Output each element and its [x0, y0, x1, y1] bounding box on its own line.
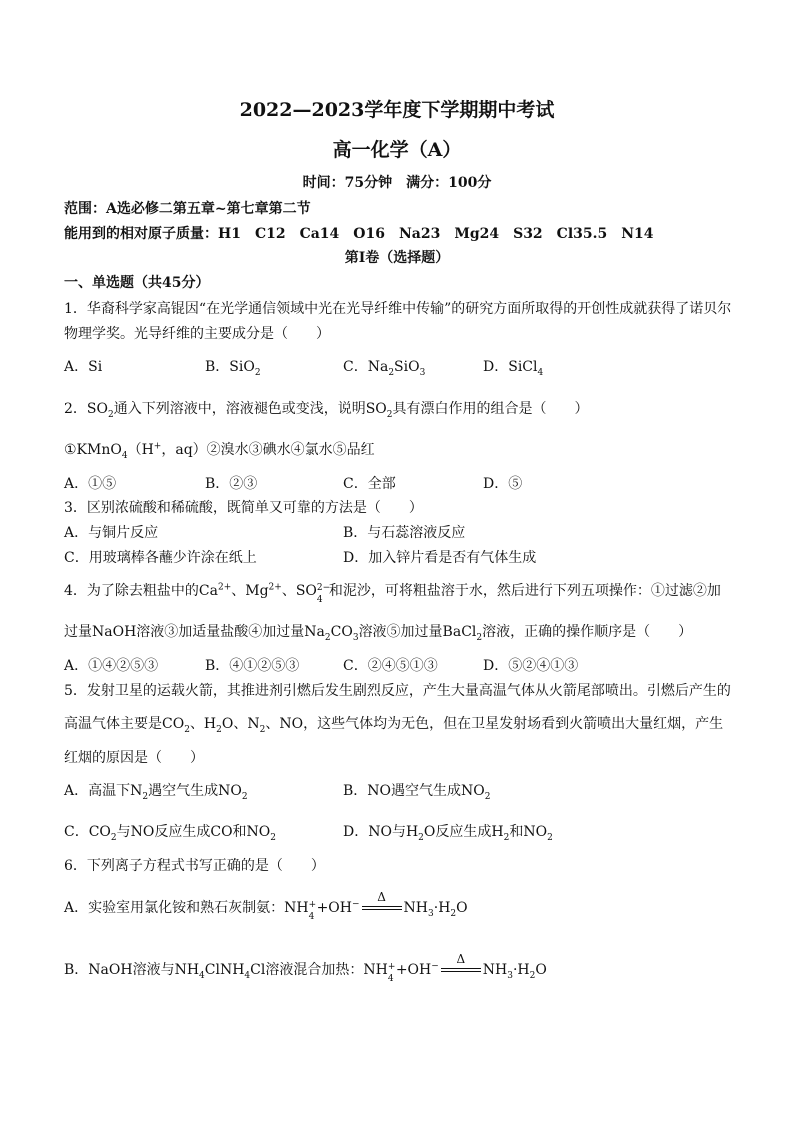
q6-stem: 6．下列离子方程式书写正确的是（ ） — [64, 858, 325, 874]
q4-option-d: D．⑤②④①③ — [483, 658, 579, 674]
q5-option-b: B．NO遇空气生成$NO_2$ — [343, 783, 491, 802]
q3-stem: 3．区别浓硫酸和稀硫酸，既简单又可靠的方法是（ ） — [64, 500, 423, 516]
q6-option-b: B．NaOH溶液与$NH_4ClNH_4Cl$溶液混合加热：NH + 4 +OH− Δ $NH_3\cdot H_2O$ — [64, 952, 547, 984]
q1-stem-line1: 1．华裔科学家高锟因“在光学通信领域中光在光导纤维中传输”的研究方面所取得的开创性成就获得了诺贝尔 — [64, 301, 732, 317]
q1-option-a: A．Si — [64, 359, 103, 375]
q5-option-a: A．高温下$N_2$遇空气生成$NO_2$ — [64, 783, 248, 802]
q2-option-c: C．全部 — [343, 476, 396, 492]
q5-stem-line2: 高温气体主要是$CO_2$、$H_2O$、$N_2$、NO，这些气体均为无色，但在卫星发射场看到火箭喷出大量红烟，产生 — [64, 716, 724, 735]
heating-arrow-b: Δ — [441, 964, 481, 976]
q3-option-c: C．用玻璃棒各蘸少许涂在纸上 — [64, 550, 257, 566]
q1-option-c: C．$Na_2SiO_3$ — [343, 359, 426, 378]
section-heading: 一、单选题（共45分） — [64, 275, 210, 291]
q4-stem-line2: 过量NaOH溶液③加适量盐酸④加过量$Na_2CO_3$溶液⑤加过量BaCl$_2$溶液，正确的操作顺序是（ ） — [64, 624, 693, 643]
q4-option-c: C．②④⑤①③ — [343, 658, 438, 674]
scope-line: 范围：A选必修二第五章~第七章第二节 — [64, 201, 311, 217]
q1-option-b: B．SiO$_2$ — [205, 359, 261, 378]
q3-option-b: B．与石蕊溶液反应 — [343, 525, 466, 541]
volume-title: 第Ⅰ卷（选择题） — [344, 250, 450, 266]
q2-option-d: D．⑤ — [483, 476, 523, 492]
q2-option-a: A．①⑤ — [64, 476, 117, 492]
q2-list: ①KMnO$_4$（H+，aq）②溴水③碘水④氯水⑤品红 — [64, 441, 375, 461]
q1-option-d: D．SiCl$_4$ — [483, 359, 544, 378]
q4-option-b: B．④①②⑤③ — [205, 658, 300, 674]
q5-stem-line3: 红烟的原因是（ ） — [64, 750, 204, 766]
q5-stem-line1: 5．发射卫星的运载火箭，其推进剂引燃后发生剧烈反应，产生大量高温气体从火箭尾部喷出。引燃后产生的 — [64, 683, 731, 699]
q4-option-a: A．①④②⑤③ — [64, 658, 159, 674]
heating-arrow-a: Δ — [362, 902, 402, 914]
q5-option-c: C．$CO_2$与NO反应生成CO和$NO_2$ — [64, 824, 277, 843]
q4-stem-line1: 4．为了除去粗盐中的$Ca^{2+}$、$Mg^{2+}$、SO 2− 4 和泥沙，可将粗盐溶于水，然后进行下列五项操作：①过滤②加 — [64, 582, 721, 605]
q6-option-a: A．实验室用氯化铵和熟石灰制氨：NH + 4 +OH− Δ $NH_3\cdot H_2O$ — [64, 890, 468, 922]
q3-option-d: D．加入锌片看是否有气体生成 — [343, 550, 537, 566]
q1-stem-line2: 物理学奖。光导纤维的主要成分是（ ） — [64, 326, 330, 342]
time-score: 时间：75分钟 满分：100分 — [302, 175, 492, 191]
subject-title: 高一化学（A） — [332, 139, 462, 161]
exam-title: 2022—2023学年度下学期期中考试 — [239, 99, 555, 121]
atomic-masses-line: 能用到的相对原子质量：H1 C12 Ca14 O16 Na23 Mg24 S32 Cl35.5 N14 — [64, 226, 654, 242]
q5-option-d: D．NO与$H_2O$反应生成$H_2$和$NO_2$ — [343, 824, 553, 843]
q2-option-b: B．②③ — [205, 476, 258, 492]
q2-stem: 2．$SO_2$通入下列溶液中，溶液褪色或变浅，说明$SO_2$具有漂白作用的组合是（ ） — [64, 401, 589, 420]
q3-option-a: A．与铜片反应 — [64, 525, 159, 541]
